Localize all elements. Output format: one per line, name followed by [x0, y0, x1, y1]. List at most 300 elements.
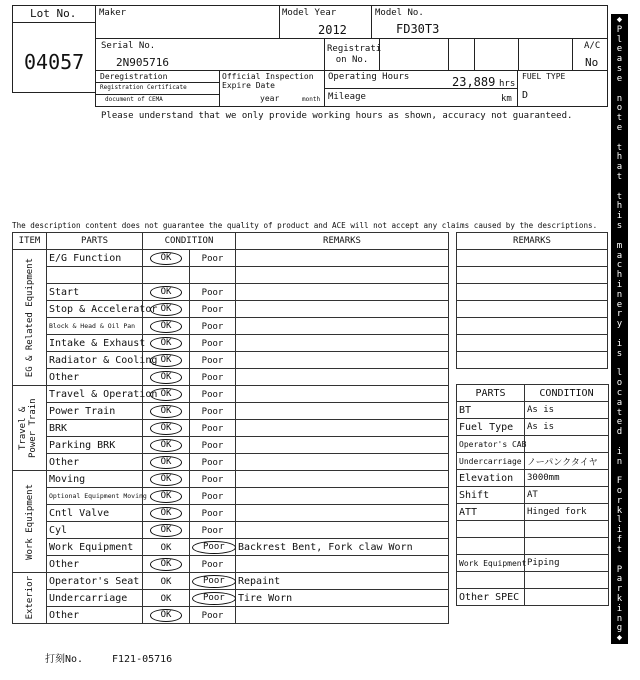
- sidebar-char: s: [616, 348, 623, 359]
- table-row: [13, 420, 449, 437]
- stamp-no-label: 打刻No.: [45, 654, 84, 665]
- poor-label: Poor: [201, 559, 224, 570]
- poor-label: Poor: [201, 253, 224, 264]
- ok-label: OK: [160, 593, 172, 604]
- sidebar-char: t: [616, 142, 623, 153]
- spec-name: Work Equipment: [457, 555, 525, 572]
- spec-name: Fuel Type: [457, 419, 525, 436]
- sidebar-char: h: [616, 201, 623, 212]
- month-label: month: [302, 96, 321, 103]
- ok-cell: [143, 556, 190, 573]
- table-row: [13, 556, 449, 573]
- ok-circled: OK: [150, 422, 183, 435]
- part-name: Operator's Seat: [47, 573, 143, 590]
- poor-label: Poor: [201, 423, 224, 434]
- part-name: Other: [47, 607, 143, 624]
- sidebar-char: t: [616, 544, 623, 555]
- spec-value: [525, 538, 609, 555]
- side-remark-row: [457, 267, 608, 284]
- table-row: [13, 437, 449, 454]
- poor-cell: [190, 573, 236, 590]
- ok-cell: [143, 573, 190, 590]
- sidebar-char: e: [616, 299, 623, 310]
- poor-label: Poor: [201, 287, 224, 298]
- dereg-line-1: [95, 82, 220, 83]
- reg-box-3: [474, 38, 519, 71]
- sidebar-char: c: [616, 387, 623, 398]
- table-row: [13, 284, 449, 301]
- spec-value: Hinged fork: [525, 504, 609, 521]
- remark-cell: Backrest Bent, Fork claw Worn: [236, 539, 449, 556]
- spec-name: Other SPEC: [457, 589, 525, 606]
- side-remarks-header: REMARKS: [457, 233, 608, 250]
- part-name: Work Equipment: [47, 539, 143, 556]
- specs-condition-header: CONDITION: [525, 385, 609, 402]
- ok-circled: OK: [150, 405, 183, 418]
- table-row: [13, 488, 449, 505]
- sidebar-char: ◆: [616, 633, 623, 644]
- ok-circled: OK: [150, 303, 183, 316]
- fuel-value: D: [522, 90, 529, 101]
- group-label-cell: [13, 573, 47, 624]
- poor-label: Poor: [201, 321, 224, 332]
- sidebar-char: r: [616, 309, 623, 320]
- part-name: Intake & Exhaust: [47, 335, 143, 352]
- sidebar-char: a: [616, 162, 623, 173]
- remark-cell: [236, 386, 449, 403]
- part-name: Cyl: [47, 522, 143, 539]
- ok-circled: OK: [150, 473, 183, 486]
- lot-label: Lot No.: [30, 7, 77, 20]
- sidebar-char: a: [616, 574, 623, 585]
- poor-circled: Poor: [192, 592, 236, 605]
- table-row: [13, 590, 449, 607]
- part-name: Travel & Operation: [47, 386, 143, 403]
- sidebar-char: f: [616, 535, 623, 546]
- item-header: ITEM: [13, 233, 47, 250]
- disclaimer: The description content does not guarantee the quality of product and ACE will not accept any claims caused by the descriptions.: [12, 221, 598, 230]
- sidebar-char: h: [616, 270, 623, 281]
- parts-header: PARTS: [47, 233, 143, 250]
- mileage-label: Mileage: [328, 92, 366, 102]
- group-label-cell: [13, 250, 47, 386]
- ac-label: A/C: [584, 41, 601, 51]
- part-name: [47, 267, 143, 284]
- deregistration-label: Deregistration: [100, 72, 168, 81]
- ok-circled: OK: [150, 337, 183, 350]
- sidebar-char: e: [616, 122, 623, 133]
- model-year-label: Model Year: [282, 8, 337, 18]
- side-remark-cell: [457, 318, 608, 335]
- ok-cell: [143, 352, 190, 369]
- spec-name: Elevation: [457, 470, 525, 487]
- official-label: Official Inspection: [222, 72, 314, 81]
- model-no-value: FD30T3: [396, 22, 440, 36]
- side-remark-cell: [457, 284, 608, 301]
- sidebar-char: s: [616, 221, 623, 232]
- part-name: Other: [47, 556, 143, 573]
- header-row: [13, 233, 449, 250]
- lot-divider: [12, 22, 96, 23]
- remark-cell: [236, 471, 449, 488]
- side-remark-row: [457, 301, 608, 318]
- remark-cell: [236, 335, 449, 352]
- spec-value: ノーパンクタイヤ: [525, 453, 609, 470]
- spec-row: [457, 470, 609, 487]
- part-name: Undercarriage: [47, 590, 143, 607]
- remark-cell: [236, 250, 449, 267]
- sidebar-char: a: [616, 397, 623, 408]
- part-name: E/G Function: [47, 250, 143, 267]
- poor-cell: [190, 607, 236, 624]
- poor-cell: [190, 369, 236, 386]
- ok-circled: OK: [150, 388, 183, 401]
- table-row: [13, 607, 449, 624]
- poor-label: Poor: [201, 457, 224, 468]
- sidebar-char: r: [616, 584, 623, 595]
- reg-cert-label: Registration Certificate: [100, 84, 187, 91]
- spec-row: [457, 589, 609, 606]
- sidebar-char: P: [616, 24, 623, 35]
- sidebar-char: a: [616, 250, 623, 261]
- group-label: Travel & Power Train: [17, 398, 38, 458]
- ac-value: No: [585, 56, 599, 69]
- table-row: [13, 301, 449, 318]
- maker-label: Maker: [99, 8, 127, 18]
- ok-circled: OK: [150, 439, 183, 452]
- sidebar-char: g: [616, 623, 623, 634]
- ok-circled: OK: [150, 371, 183, 384]
- spec-row: [457, 419, 609, 436]
- side-remarks-header-row: [457, 233, 608, 250]
- ok-circled: OK: [150, 507, 183, 520]
- expire-label: Expire Date: [222, 81, 275, 90]
- spec-row: [457, 453, 609, 470]
- part-name: Cntl Valve: [47, 505, 143, 522]
- spec-row: [457, 521, 609, 538]
- spec-row: [457, 436, 609, 453]
- poor-cell: [190, 488, 236, 505]
- side-remark-cell: [457, 250, 608, 267]
- spec-name: [457, 521, 525, 538]
- remark-cell: [236, 454, 449, 471]
- spec-value: As is: [525, 419, 609, 436]
- spec-row: [457, 555, 609, 572]
- poor-label: Poor: [201, 474, 224, 485]
- specs-table: [456, 384, 609, 606]
- model-year-value: 2012: [318, 23, 347, 37]
- spec-name: Operator's CAB: [457, 436, 525, 453]
- location-note-sidebar: [611, 14, 628, 644]
- table-row: [13, 386, 449, 403]
- sidebar-char: i: [616, 603, 623, 614]
- lot-number: 04057: [24, 50, 85, 74]
- side-remark-cell: [457, 352, 608, 369]
- part-name: Stop & Accelerator: [47, 301, 143, 318]
- km-label: km: [501, 94, 512, 104]
- remark-cell: [236, 607, 449, 624]
- ok-cell: [143, 335, 190, 352]
- poor-circled: Poor: [192, 541, 236, 554]
- part-name: Power Train: [47, 403, 143, 420]
- ok-cell: [143, 505, 190, 522]
- spec-name: BT: [457, 402, 525, 419]
- condition-header: CONDITION: [143, 233, 236, 250]
- poor-cell: [190, 267, 236, 284]
- table-row: [13, 539, 449, 556]
- hrs-label: hrs: [499, 79, 516, 89]
- remark-cell: [236, 301, 449, 318]
- poor-cell: [190, 522, 236, 539]
- table-row: [13, 267, 449, 284]
- poor-label: Poor: [201, 440, 224, 451]
- part-name: Moving: [47, 471, 143, 488]
- hours-note: Please understand that we only provide working hours as shown, accuracy not guaranteed.: [101, 111, 573, 121]
- table-row: [13, 352, 449, 369]
- sidebar-char: a: [616, 54, 623, 65]
- remarks-header: REMARKS: [236, 233, 449, 250]
- serial-label: Serial No.: [101, 41, 156, 51]
- sidebar-char: r: [616, 495, 623, 506]
- ok-label: OK: [160, 576, 172, 587]
- sidebar-char: e: [616, 44, 623, 55]
- ok-circled: OK: [150, 252, 183, 265]
- registration-label: Registrati on No.: [327, 44, 382, 65]
- sidebar-char: ◆: [616, 15, 623, 25]
- sidebar-char: i: [616, 338, 623, 349]
- part-name: Other: [47, 369, 143, 386]
- sidebar-char: i: [616, 525, 623, 536]
- remark-cell: [236, 437, 449, 454]
- poor-cell: [190, 403, 236, 420]
- poor-label: Poor: [201, 406, 224, 417]
- serial-value: 2N905716: [116, 56, 169, 69]
- spec-row: [457, 487, 609, 504]
- spec-row: [457, 402, 609, 419]
- sidebar-char: n: [616, 456, 623, 467]
- ok-cell: [143, 607, 190, 624]
- side-remark-row: [457, 318, 608, 335]
- part-name: Other: [47, 454, 143, 471]
- model-no-label: Model No.: [375, 8, 424, 18]
- sidebar-char: t: [616, 172, 623, 182]
- poor-label: Poor: [201, 525, 224, 536]
- ok-cell: [143, 318, 190, 335]
- side-remark-cell: [457, 301, 608, 318]
- sidebar-char: t: [616, 191, 623, 202]
- spec-row: [457, 504, 609, 521]
- sidebar-char: l: [616, 368, 623, 379]
- ok-label: OK: [160, 542, 172, 553]
- remark-cell: [236, 403, 449, 420]
- sidebar-char: e: [616, 417, 623, 428]
- table-row: [13, 250, 449, 267]
- table-row: [13, 522, 449, 539]
- sidebar-char: o: [616, 103, 623, 114]
- group-label: Exterior: [24, 576, 35, 620]
- reg-box-1: [379, 38, 449, 71]
- table-row: [13, 454, 449, 471]
- remark-cell: [236, 352, 449, 369]
- fuel-label: FUEL TYPE: [522, 72, 566, 81]
- poor-label: Poor: [201, 491, 224, 502]
- side-remark-cell: [457, 335, 608, 352]
- ok-circled: OK: [150, 558, 183, 571]
- table-row: [13, 318, 449, 335]
- ok-cell: [143, 437, 190, 454]
- specs-parts-header: PARTS: [457, 385, 525, 402]
- side-remark-row: [457, 250, 608, 267]
- spec-value: Piping: [525, 555, 609, 572]
- specs-header-row: [457, 385, 609, 402]
- poor-cell: [190, 590, 236, 607]
- sidebar-char: y: [616, 319, 623, 330]
- sidebar-char: n: [616, 93, 623, 104]
- cema-label: document of CEMA: [105, 96, 163, 103]
- poor-cell: [190, 301, 236, 318]
- sidebar-char: c: [616, 260, 623, 271]
- ok-cell: [143, 522, 190, 539]
- poor-cell: [190, 437, 236, 454]
- spec-name: Undercarriage: [457, 453, 525, 470]
- spec-value: AT: [525, 487, 609, 504]
- poor-label: Poor: [201, 304, 224, 315]
- ok-cell: [143, 420, 190, 437]
- sidebar-char: t: [616, 113, 623, 124]
- poor-label: Poor: [201, 508, 224, 519]
- dereg-line-2: [95, 94, 220, 95]
- ok-circled: OK: [150, 354, 183, 367]
- part-name: Parking BRK: [47, 437, 143, 454]
- side-remark-cell: [457, 267, 608, 284]
- sidebar-char: n: [616, 613, 623, 624]
- part-name: Start: [47, 284, 143, 301]
- table-row: [13, 573, 449, 590]
- group-label-cell: [13, 471, 47, 573]
- sidebar-char: i: [616, 446, 623, 457]
- poor-cell: [190, 352, 236, 369]
- poor-label: Poor: [201, 338, 224, 349]
- sidebar-char: l: [616, 34, 623, 45]
- inspection-table: [12, 232, 449, 624]
- ok-cell: [143, 386, 190, 403]
- spec-name: [457, 538, 525, 555]
- remark-cell: [236, 369, 449, 386]
- ok-cell: [143, 539, 190, 556]
- operating-label: Operating Hours: [328, 72, 410, 82]
- sidebar-char: F: [616, 476, 623, 487]
- ok-cell: [143, 471, 190, 488]
- poor-circled: Poor: [192, 575, 236, 588]
- part-name: Optional Equipment Moving: [47, 488, 143, 505]
- ok-circled: OK: [150, 524, 183, 537]
- ok-cell: [143, 369, 190, 386]
- spec-name: [457, 572, 525, 589]
- table-row: [13, 471, 449, 488]
- remark-cell: [236, 488, 449, 505]
- sidebar-char: i: [616, 211, 623, 222]
- remark-cell: [236, 420, 449, 437]
- part-name: Block & Head & Oil Pan: [47, 318, 143, 335]
- part-name: BRK: [47, 420, 143, 437]
- part-name: Radiator & Cooling: [47, 352, 143, 369]
- ok-cell: [143, 403, 190, 420]
- spec-name: ATT: [457, 504, 525, 521]
- sidebar-char: o: [616, 486, 623, 496]
- spec-name: Shift: [457, 487, 525, 504]
- remark-cell: [236, 318, 449, 335]
- ok-cell: [143, 488, 190, 505]
- sidebar-char: s: [616, 64, 623, 75]
- side-remark-row: [457, 284, 608, 301]
- ok-circled: OK: [150, 456, 183, 469]
- table-row: [13, 403, 449, 420]
- sidebar-char: o: [616, 378, 623, 389]
- ok-circled: OK: [150, 320, 183, 333]
- poor-cell: [190, 539, 236, 556]
- remark-cell: [236, 522, 449, 539]
- ok-cell: [143, 301, 190, 318]
- sidebar-char: t: [616, 407, 623, 418]
- reg-box-2: [448, 38, 475, 71]
- poor-cell: [190, 335, 236, 352]
- poor-cell: [190, 250, 236, 267]
- poor-cell: [190, 454, 236, 471]
- sidebar-char: e: [616, 73, 623, 84]
- stamp-no-value: F121-05716: [112, 654, 173, 665]
- sidebar-char: i: [616, 279, 623, 290]
- spec-row: [457, 538, 609, 555]
- group-label: EG & Related Equipment: [24, 257, 35, 378]
- remark-cell: [236, 556, 449, 573]
- remark-cell: Tire Worn: [236, 590, 449, 607]
- ok-cell: [143, 267, 190, 284]
- sidebar-text: [611, 14, 628, 644]
- ok-circled: OK: [150, 490, 183, 503]
- spec-value: [525, 436, 609, 453]
- remark-cell: [236, 267, 449, 284]
- remark-cell: Repaint: [236, 573, 449, 590]
- ok-cell: [143, 454, 190, 471]
- sidebar-char: k: [616, 593, 623, 604]
- poor-label: Poor: [201, 355, 224, 366]
- spec-value: [525, 521, 609, 538]
- sidebar-char: d: [616, 427, 623, 438]
- remark-cell: [236, 505, 449, 522]
- poor-cell: [190, 318, 236, 335]
- sidebar-char: k: [616, 505, 623, 516]
- poor-cell: [190, 284, 236, 301]
- side-remark-row: [457, 352, 608, 369]
- ok-cell: [143, 284, 190, 301]
- side-remark-row: [457, 335, 608, 352]
- reg-box-4: [518, 38, 573, 71]
- spec-row: [457, 572, 609, 589]
- operating-value: 23,889: [452, 75, 496, 89]
- year-label: year: [260, 94, 280, 103]
- ok-cell: [143, 590, 190, 607]
- ok-cell: [143, 250, 190, 267]
- sidebar-char: P: [616, 564, 623, 575]
- spec-value: 3000mm: [525, 470, 609, 487]
- side-remarks-table: [456, 232, 608, 369]
- sidebar-char: n: [616, 289, 623, 300]
- group-label: Work Equipment: [24, 483, 35, 560]
- sidebar-char: m: [616, 240, 623, 251]
- table-row: [13, 369, 449, 386]
- poor-cell: [190, 386, 236, 403]
- spec-value: [525, 572, 609, 589]
